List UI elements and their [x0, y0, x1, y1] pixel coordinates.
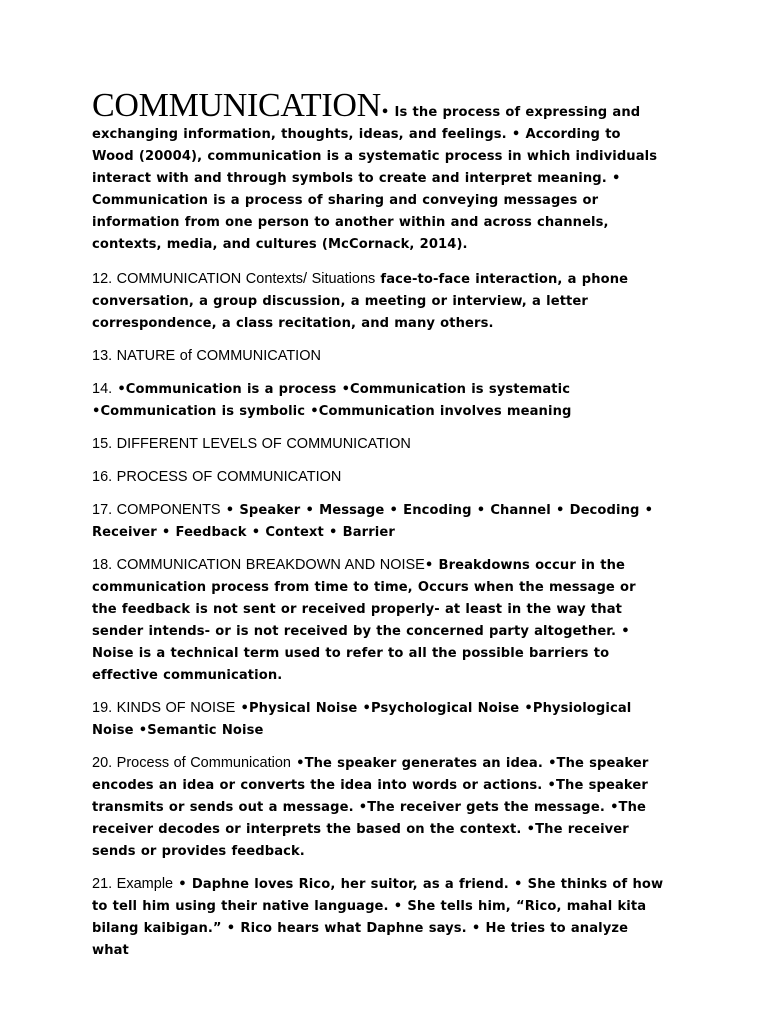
item-lead: 16. PROCESS OF COMMUNICATION — [92, 469, 342, 485]
item-15 — [92, 433, 664, 456]
item-text: •The speaker generates an idea. •The speaker encodes an idea or converts the idea into words or actions. •The speaker transmits or sends out a message. •The receiver gets the message. •The receiver decodes or interprets the based on the context. •The receiver sends or provides feedback. — [92, 756, 649, 859]
item-17 — [92, 499, 664, 544]
item-12 — [92, 268, 664, 335]
document-page — [92, 87, 664, 972]
item-text: • Daphne loves Rico, her suitor, as a friend. • She thinks of how to tell him using their native language. • She tells him, “Rico, mahal kita bilang kaibigan.” • Rico hears what Daphne says. • He tries to analyze what — [92, 877, 664, 958]
item-lead: 18. COMMUNICATION BREAKDOWN AND NOISE — [92, 557, 425, 573]
item-lead: 21. Example — [92, 876, 174, 892]
item-21 — [92, 873, 664, 962]
item-lead: 14. — [92, 381, 113, 397]
item-18 — [92, 554, 664, 687]
item-20 — [92, 752, 664, 863]
item-lead: 12. COMMUNICATION Contexts/ Situations — [92, 271, 376, 287]
item-13 — [92, 345, 664, 368]
item-text: face-to-face interaction, a phone conversation, a group discussion, a meeting or interview, a letter correspondence, a class recitation, and many others. — [92, 272, 629, 331]
item-text: • Speaker • Message • Encoding • Channel • Decoding • Receiver • Feedback • Context • Barrier — [92, 503, 654, 540]
item-text: •Communication is a process •Communication is systematic •Communication is symbolic •Communication involves meaning — [92, 382, 572, 419]
item-19 — [92, 697, 664, 742]
item-14 — [92, 378, 664, 423]
intro-text: • Is the process of expressing and exchanging information, thoughts, ideas, and feelings. • According to Wood (20004), communication is a systematic process in which individuals interact with and through symbols to create and interpret meaning. • Communication is a process of sharing and conveying messages or information from one person to another within and across channels, contexts, media, and cultures (McCornack, 2014). — [92, 105, 658, 252]
item-16 — [92, 466, 664, 489]
item-lead: 19. KINDS OF NOISE — [92, 700, 236, 716]
item-text: • Breakdowns occur in the communication process from time to time, Occurs when the message or the feedback is not sent or received properly- at least in the way that sender intends- or is not received by the concerned party altogether. • Noise is a technical term used to refer to all the possible barriers to effective communication. — [92, 558, 636, 683]
document-heading: COMMUNICATION — [92, 87, 381, 124]
item-lead: 17. COMPONENTS — [92, 502, 221, 518]
intro-paragraph — [92, 87, 664, 256]
item-lead: 13. NATURE of COMMUNICATION — [92, 348, 321, 364]
item-text: •Physical Noise •Psychological Noise •Physiological Noise •Semantic Noise — [92, 701, 632, 738]
item-lead: 20. Process of Communication — [92, 755, 291, 771]
item-lead: 15. DIFFERENT LEVELS OF COMMUNICATION — [92, 436, 411, 452]
